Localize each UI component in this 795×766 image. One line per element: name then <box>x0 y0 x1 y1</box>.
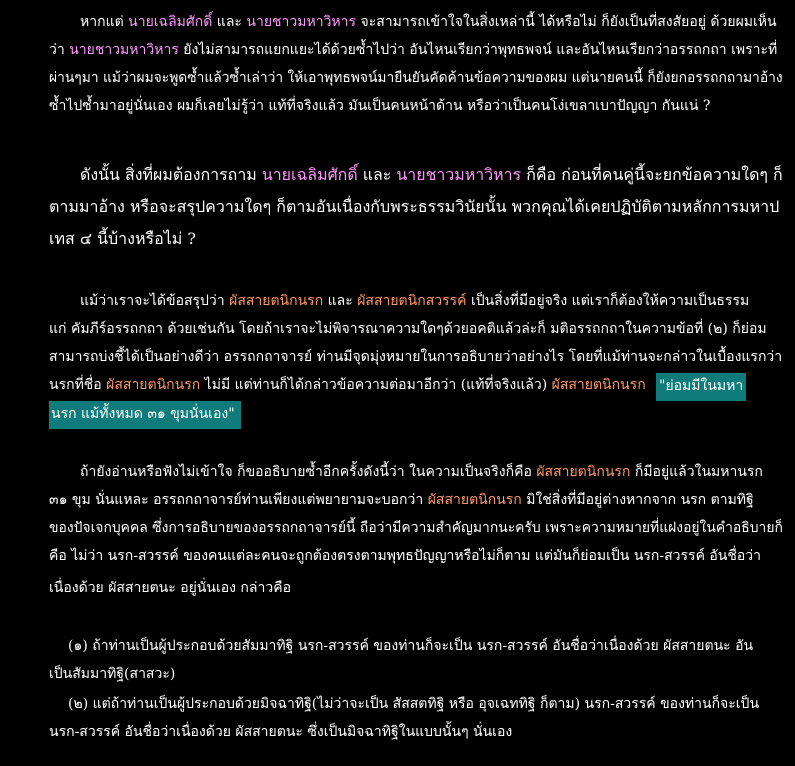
text: ไม่มี แต่ท่านก็ได้กล่าวข้อความต่อมาอีกว่า (แท้ที่จริงแล้ว) <box>200 377 552 393</box>
p2-line-2: ตามมาอ้าง หรือจะสรุปความใดๆ ก็ตามอันเนื่องกับพระธรรมวินัยนั้น พวกคุณได้เคยปฏิบัติตามหลักการมหาป <box>49 197 780 216</box>
name-chalermsak: นายเฉลิมศักดิ์ <box>128 14 213 30</box>
name-chaomahavihan: นายชาวมหาวิหาร <box>396 165 522 184</box>
text: จะสามารถเข้าใจในสิ่งเหล่านี้ ได้หรือไม่ ก็ยังเป็นที่สงสัยอยู่ ด้วยผมเห็น <box>356 14 777 30</box>
term-phassayatanika-naraka: ผัสสายตนิกนรก <box>551 377 646 393</box>
text: หากแต่ <box>80 14 129 30</box>
p4-line-1 <box>80 460 763 484</box>
text: ก็คือ ก่อนที่คนคู่นี้จะยกข้อความใดๆ ก็ <box>521 165 783 184</box>
p4-line-3: ของปัจเจกบุคคล ซึ่งการอธิบายของอรรถกถาจารย์นี้ ถือว่ามีความสำคัญมากนะครับ เพราะความหมายที่แฝงอยู่ในคำอธิบายก็ <box>49 520 783 536</box>
text: และ <box>212 14 247 30</box>
p1-line-1 <box>80 10 777 34</box>
text: เป็นสิ่งที่มีอยู่จริง แต่เราก็ต้องให้ความเป็นธรรม <box>466 293 750 309</box>
p2-line-1 <box>80 163 783 187</box>
text: ถ้ายังอ่านหรือฟังไม่เข้าใจ ก็ขออธิบายซ้ำอีกครั้งดังนี้ว่า ในความเป็นจริงก็คือ <box>80 464 537 480</box>
name-chaomahavihan: นายชาวมหาวิหาร <box>246 14 357 30</box>
highlighted-quote-text: "ย่อมมีในมหา <box>659 378 744 394</box>
p5-item-1-line-1: (๑) ถ้าท่านเป็นผู้ประกอบด้วยสัมมาทิฐิ นรก-สวรรค์ ของท่านก็จะเป็น นรก-สวรรค์ อันชื่อว่าเนื่องด้วย ผัสสายตนะ อัน <box>68 638 754 654</box>
term-phassayatanika-naraka: ผัสสายตนิกนรก <box>106 377 201 393</box>
p1-line-4: ซ้ำไปซ้ำมาอยู่นั่นเอง ผมก็เลยไม่รู้ว่า แท้ที่จริงแล้ว มันเป็นคนหน้าด้าน หรือว่าเป็นคนโง่เขลาเบาปัญญา กันแน่ ? <box>49 98 711 114</box>
p3-line-4 <box>49 373 646 397</box>
quote-highlight-2 <box>49 401 241 429</box>
text: ว่า <box>49 42 70 58</box>
p4-line-5: เนื่องด้วย ผัสสายตนะ อยู่นั่นเอง กล่าวคือ <box>49 580 291 596</box>
p5-item-2-line-2: นรก-สวรรค์ อันชื่อว่าเนื่องด้วย ผัสสายตนะ ซึ่งเป็นมิจฉาทิฐิในแบบนั้นๆ นั่นเอง <box>49 724 513 740</box>
quote-highlight-1 <box>656 373 746 401</box>
term-phassayatanika-naraka: ผัสสายตนิกนรก <box>536 464 631 480</box>
p1-line-3: ผ่านๆมา แม้ว่าผมจะพูดซ้ำแล้วซ้ำเล่าว่า ให้เอาพุทธพจน์มายืนยันคัดค้านข้อความของผม แต่นายคนนี้ ก็ยังยกอรรถกถามาอ้าง <box>49 70 783 86</box>
term-phassayatanika-sawan: ผัสสายตนิกสวรรค์ <box>357 293 467 309</box>
text: ๓๑ ขุม นั่นแหละ อรรถกถาจารย์ท่านเพียงแต่พยายามจะบอกว่า <box>49 492 428 508</box>
p3-line-2: แก่ คัมภีร์อรรถกถา ด้วยเช่นกัน โดยถ้าเราจะไม่พิจารณาความใดๆด้วยอคติแล้วล่ะก็ มติอรรถกถาในความข้อที่ (๒) ก็ย่อม <box>49 321 767 337</box>
p3-line-3: สามารถบ่งชี้ได้เป็นอย่างดีว่า อรรถกถาจารย์ ท่านมีจุดมุ่งหมายในการอธิบายว่าอย่างไร โดยที่แม้ท่านจะกล่าวในเบื้องแรกว่า <box>49 349 783 365</box>
term-phassayatanika-naraka: ผัสสายตนิกนรก <box>229 293 324 309</box>
p2-line-3: เทส ๔ นี้บ้างหรือไม่ ? <box>49 229 196 248</box>
text: มิใช่สิ่งที่มีอยู่ต่างหากจาก นรก ตามทิฐิ <box>521 492 754 508</box>
p5-item-1-line-2: เป็นสัมมาทิฐิ(สาสวะ) <box>49 666 176 682</box>
p4-line-4: คือ ไม่ว่า นรก-สวรรค์ ของคนแต่ละคนจะถูกต้องตรงตามพุทธปัญญาหรือไม่ก็ตาม แต่มันก็ย่อมเป็น นรก-สวรรค์ อันชื่อว่า <box>49 548 761 564</box>
term-phassayatanika-naraka: ผัสสายตนิกนรก <box>427 492 522 508</box>
highlighted-quote-text: นรก แม้ทั้งหมด ๓๑ ขุมนั่นเอง" <box>51 406 235 422</box>
p3-line-1 <box>80 289 749 313</box>
text: ดังนั้น สิ่งที่ผมต้องการถาม <box>80 165 262 184</box>
p4-line-2 <box>49 488 754 512</box>
text: นรกที่ชื่อ <box>49 377 107 393</box>
p5-item-2-line-1: (๒) แต่ถ้าท่านเป็นผู้ประกอบด้วยมิจฉาทิฐิ(ไม่ว่าจะเป็น สัสสตทิฐิ หรือ อุจเฉททิฐิ ก็ตาม) นรก-สวรรค์ ของท่านก็จะเป็น <box>68 696 760 712</box>
text: และ <box>357 165 397 184</box>
text: และ <box>323 293 358 309</box>
p1-line-2 <box>49 38 777 62</box>
text: ยังไม่สามารถแยกแยะได้ด้วยซ้ำไปว่า อันไหนเรียกว่าพุทธพจน์ และอันไหนเรียกว่าอรรถกถา เพราะที่ <box>178 42 778 58</box>
text: ก็มีอยู่แล้วในมหานรก <box>630 464 763 480</box>
name-chalermsak: นายเฉลิมศักดิ์ <box>261 165 358 184</box>
name-chaomahavihan: นายชาวมหาวิหาร <box>69 42 179 58</box>
text: แม้ว่าเราจะได้ข้อสรุปว่า <box>80 293 230 309</box>
